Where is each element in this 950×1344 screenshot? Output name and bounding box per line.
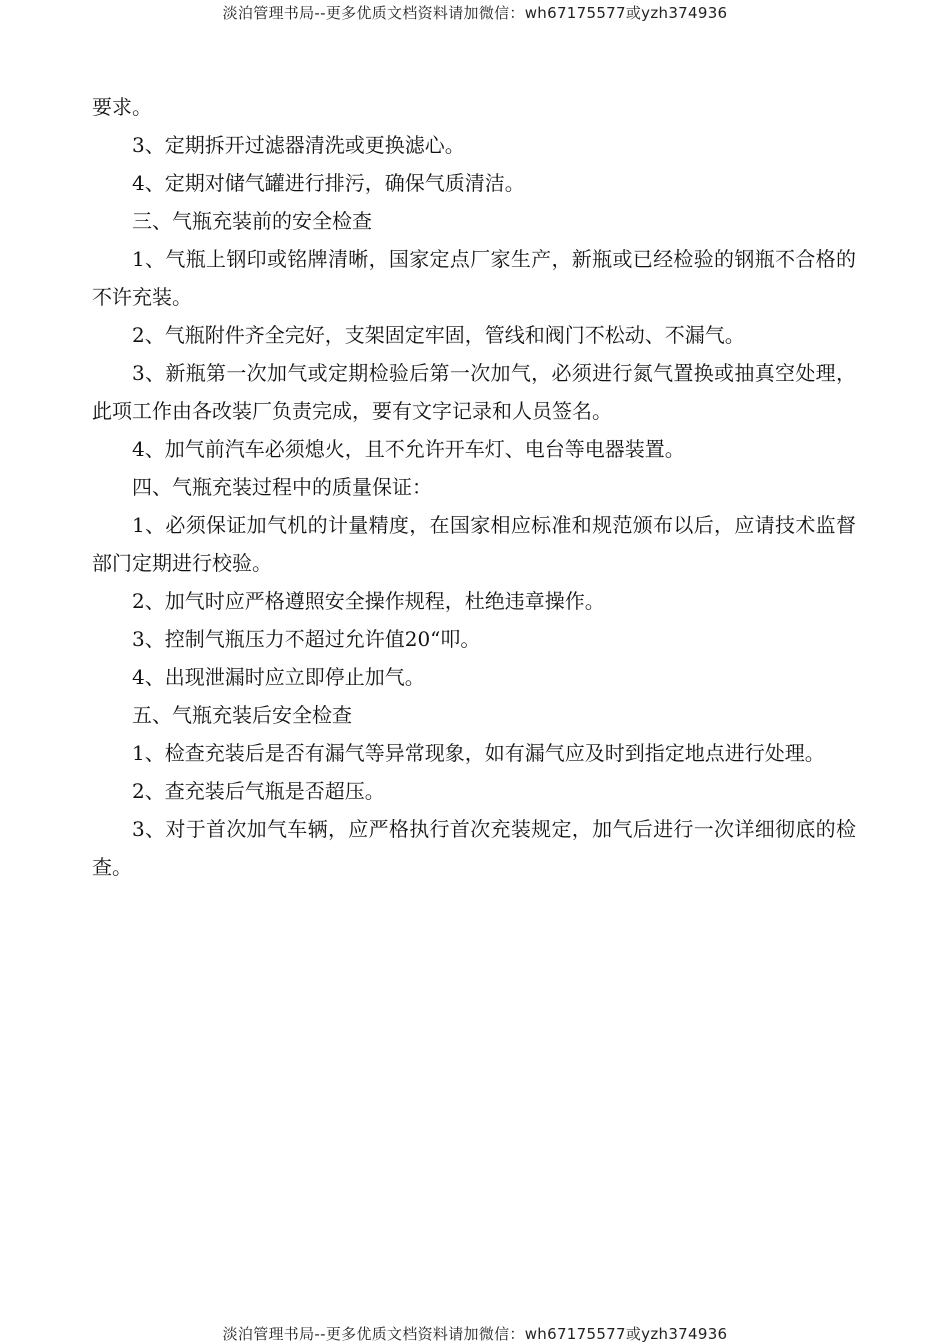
paragraph: 2、气瓶附件齐全完好，支架固定牢固，管线和阀门不松动、不漏气。 (132, 323, 745, 347)
paragraph: 2、加气时应严格遵照安全操作规程，杜绝违章操作。 (132, 589, 605, 613)
paragraph: 3、对于首次加气车辆，应严格执行首次充装规定，加气后进行一次详细彻底的检查。 (92, 817, 856, 879)
footer-watermark: 淡泊管理书局--更多优质文档资料请加微信：wh67175577或yzh374936 (222, 1325, 728, 1343)
paragraph: 2、查充装后气瓶是否超压。 (132, 779, 385, 803)
paragraph: 3、控制气瓶压力不超过允许值20“叩。 (132, 627, 481, 651)
paragraph: 3、新瓶第一次加气或定期检验后第一次加气，必须进行氮气置换或抽真空处理，此项工作由各改装厂负责完成，要有文字记录和人员签名。 (92, 361, 856, 423)
paragraph-continuation: 要求。 (92, 95, 152, 119)
paragraph: 1、检查充装后是否有漏气等异常现象，如有漏气应及时到指定地点进行处理。 (132, 741, 825, 765)
document-body (92, 88, 856, 886)
section-heading: 四、气瓶充装过程中的质量保证： (132, 475, 432, 499)
paragraph: 3、定期拆开过滤器清洗或更换滤心。 (132, 133, 465, 157)
paragraph: 4、出现泄漏时应立即停止加气。 (132, 665, 425, 689)
section-heading: 五、气瓶充装后安全检查 (132, 703, 352, 727)
paragraph: 1、气瓶上钢印或铭牌清晰，国家定点厂家生产，新瓶或已经检验的钢瓶不合格的不许充装。 (92, 247, 856, 309)
paragraph: 4、定期对储气罐进行排污，确保气质清洁。 (132, 171, 525, 195)
paragraph: 1、必须保证加气机的计量精度，在国家相应标准和规范颁布以后，应请技术监督部门定期进行校验。 (92, 513, 856, 575)
header-watermark: 淡泊管理书局--更多优质文档资料请加微信：wh67175577或yzh374936 (222, 4, 728, 22)
paragraph: 4、加气前汽车必须熄火，且不允许开车灯、电台等电器装置。 (132, 437, 685, 461)
section-heading: 三、气瓶充装前的安全检查 (132, 209, 372, 233)
